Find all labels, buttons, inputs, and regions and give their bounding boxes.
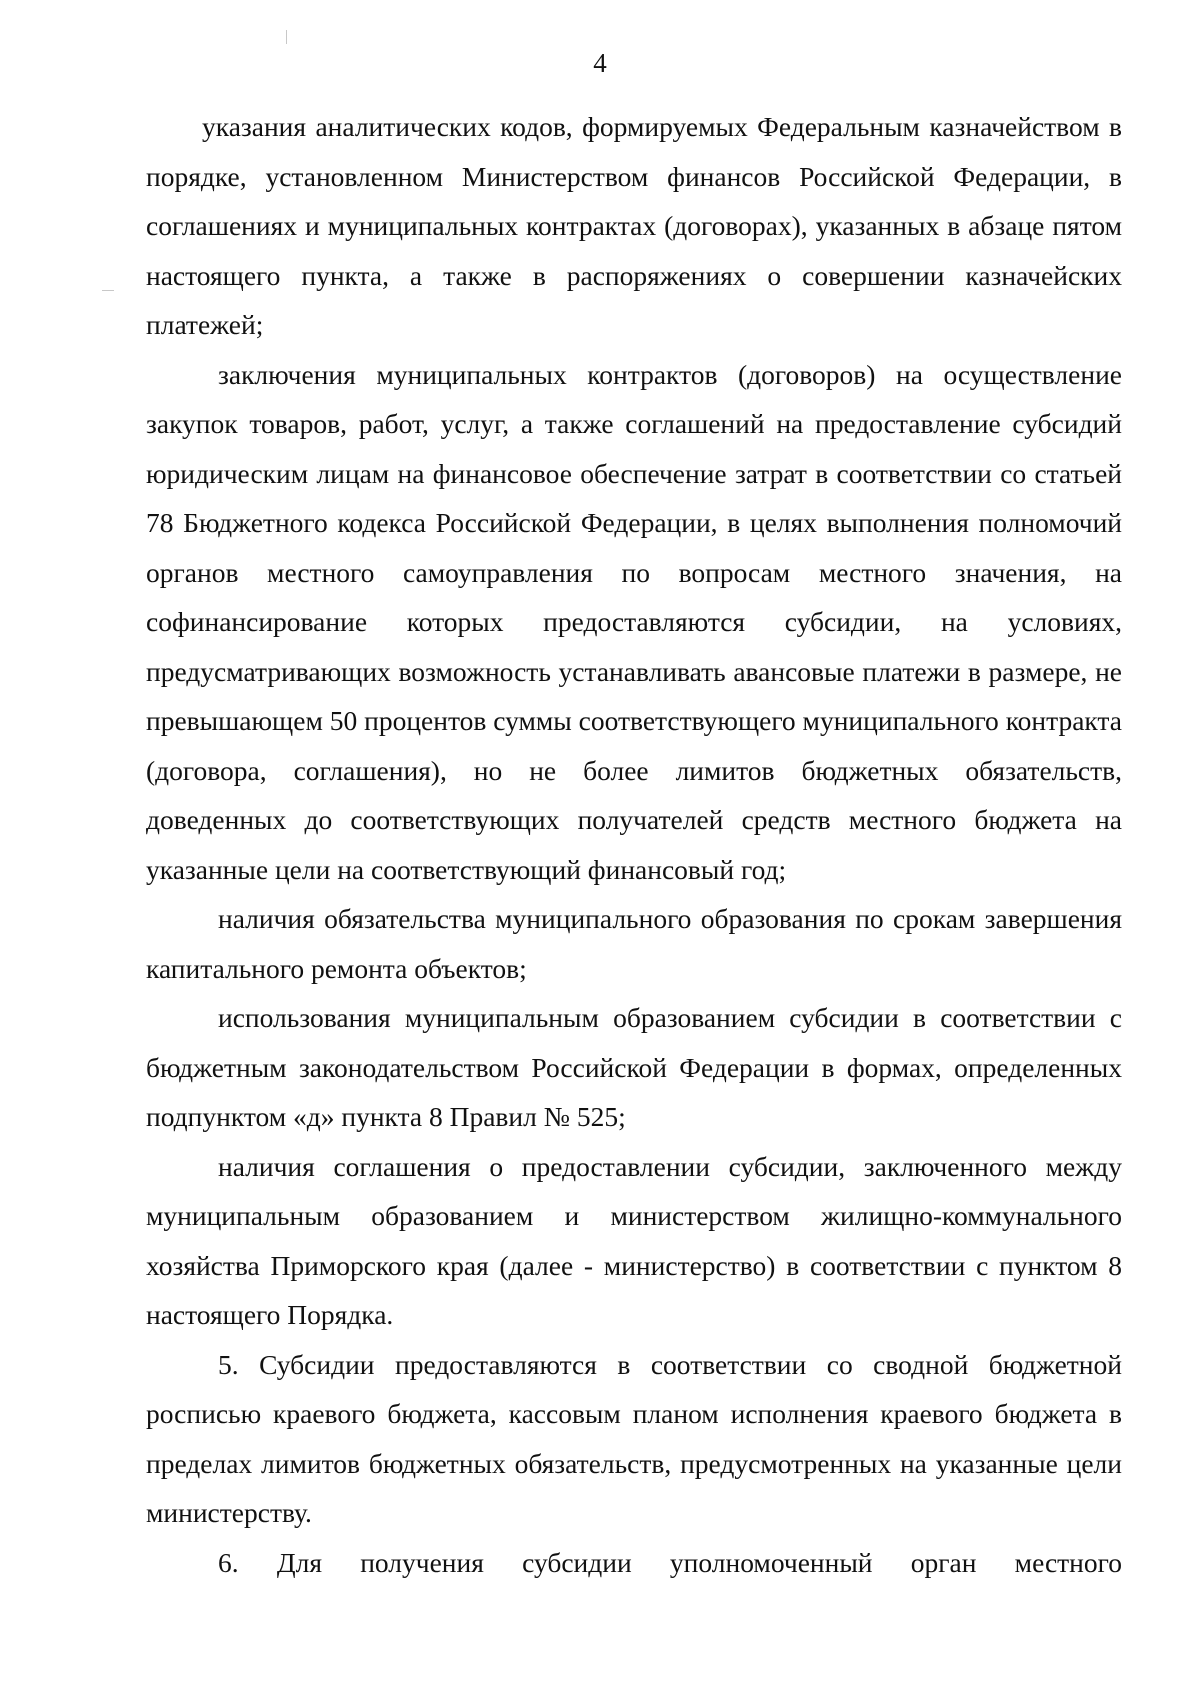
paragraph-municipal-contracts: заключения муниципальных контрактов (договоров) на осуществление закупок товаров, работ, услуг, а также соглашений на предоставление субсидий юридическим лицам на финансовое обеспечение затрат в соответствии со статьей 78 Бюджетного кодекса Российской Федерации, в целях выполнения полномочий органов местного самоуправления по вопросам местного значения, на софинансирование которых предоставляются субсидии, на условиях, предусматривающих возможность устанавливать авансовые платежи в размере, не превышающем 50 процентов суммы соответствующего муниципального контракта (договора, соглашения), но не более лимитов бюджетных обязательств, доведенных до соответствующих получателей средств местного бюджета на указанные цели на соответствующий финансовый год; — [146, 358, 1122, 885]
paragraph-item-6: 6. Для получения субсидии уполномоченный орган местного — [218, 1546, 1122, 1578]
document-body — [146, 102, 1122, 1587]
paragraph-subsidy-agreement: наличия соглашения о предоставлении субсидии, заключенного между муниципальным образованием и министерством жилищно-коммунального хозяйства Приморского края (далее - министерство) в соответствии с пунктом 8 настоящего Порядка. — [146, 1150, 1122, 1330]
scan-margin-mark — [286, 30, 287, 44]
paragraph-repair-obligation: наличия обязательства муниципального образования по срокам завершения капитального ремонта объектов; — [146, 903, 1122, 984]
scan-margin-mark — [102, 290, 114, 291]
paragraph-item-5: 5. Субсидии предоставляются в соответствии со сводной бюджетной росписью краевого бюджета, кассовым планом исполнения краевого бюджета в пределах лимитов бюджетных обязательств, предусмотренных на указанные цели министерству. — [146, 1348, 1122, 1528]
paragraph-analytic-codes: указания аналитических кодов, формируемых Федеральным казначейством в порядке, установленном Министерством финансов Российской Федерации, в соглашениях и муниципальных контрактах (договорах), указанных в абзаце пятом настоящего пункта, а также в распоряжениях о совершении казначейских платежей; — [146, 111, 1122, 340]
paragraph-subsidy-use: использования муниципальным образованием субсидии в соответствии с бюджетным законодательством Российской Федерации в формах, определенных подпунктом «д» пункта 8 Правил № 525; — [146, 1002, 1122, 1132]
page-number: 4 — [593, 48, 607, 78]
